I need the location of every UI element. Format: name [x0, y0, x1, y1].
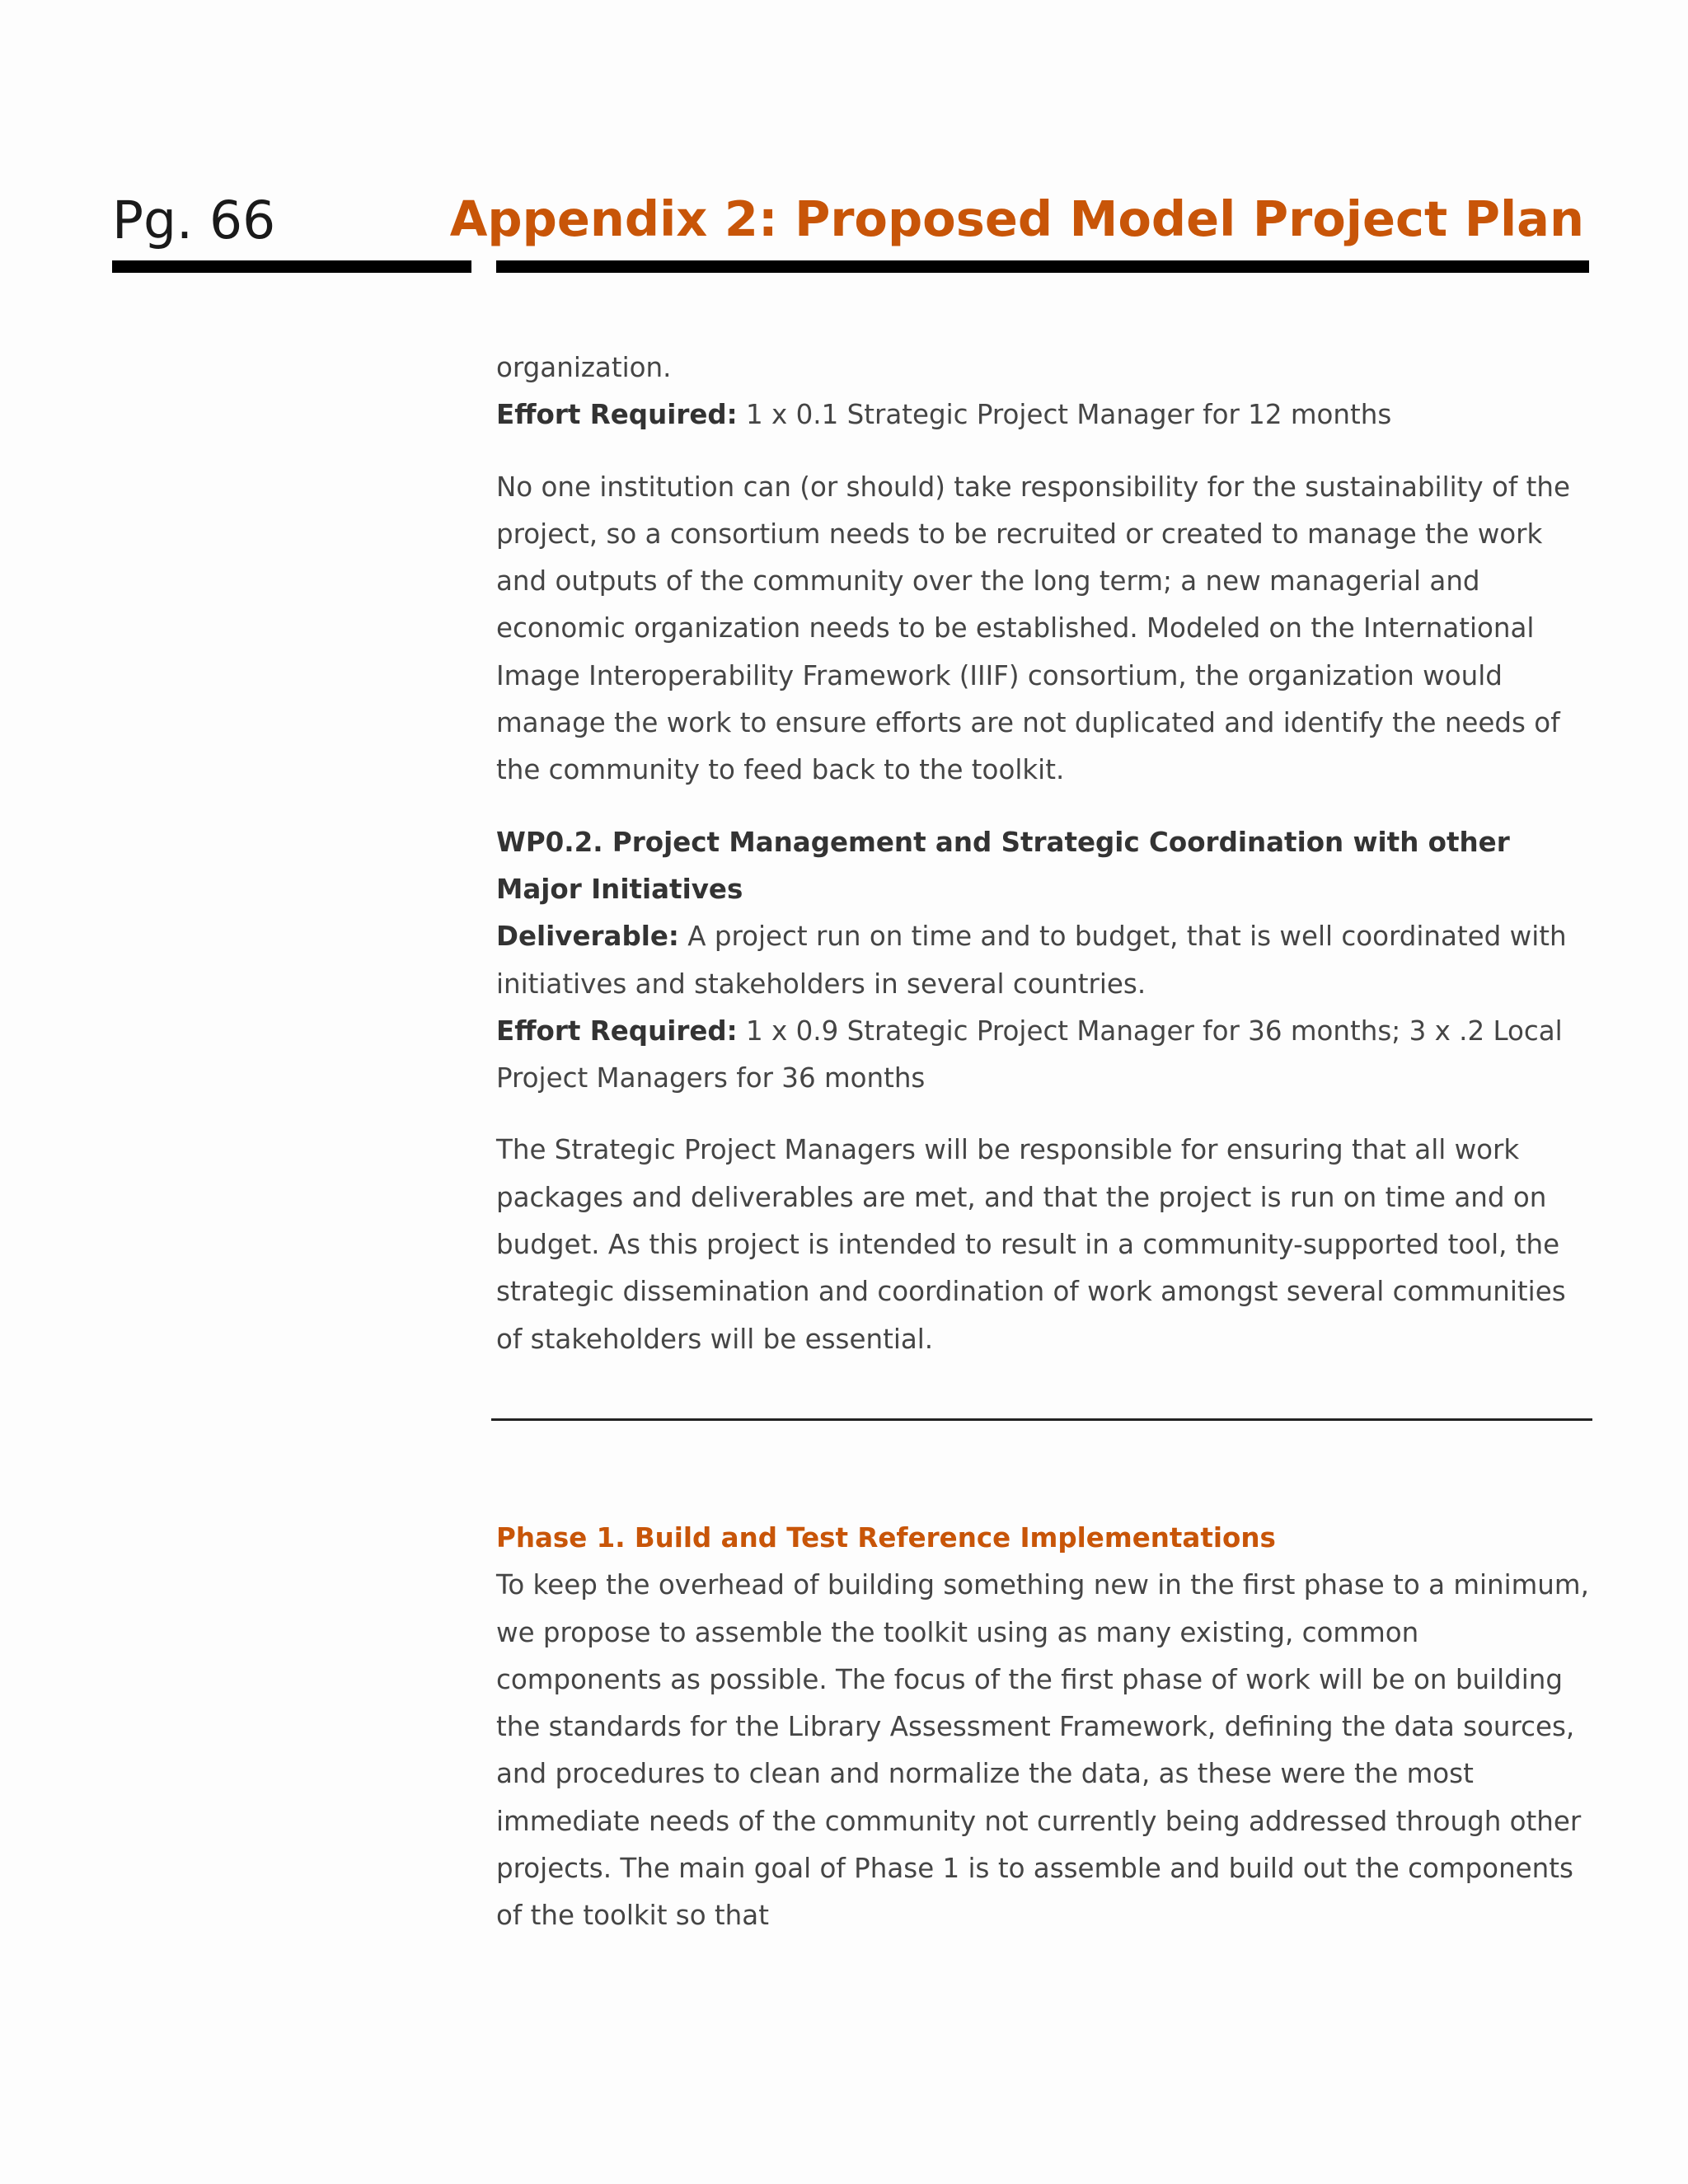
phase1-text: To keep the overhead of building something new in the first phase to a minimum, we propose to assemble the toolkit using as many existing, common components as possible. The focus of the first phase of work will be on building the standards for the Library Assessment Framework, defining the data sources, and procedures to clean and normalize the data, as these were the most immediate needs of the community not currently being addressed through other projects. The main goal of Phase 1 is to assemble and build out the components of the toolkit so that — [496, 1569, 1589, 1932]
effort-value: 1 x 0.9 Strategic Project Manager for 36 months; 3 x .2 Local Project Managers for 36 months — [496, 1015, 1563, 1094]
deliverable — [496, 913, 1592, 1008]
deliverable-label: Deliverable: — [496, 921, 679, 953]
chapter-title: Appendix 2: Proposed Model Project Plan — [449, 190, 1584, 247]
body-content — [496, 344, 1592, 1363]
effort-required-2 — [496, 1008, 1592, 1103]
paragraph-consortium: No one institution can (or should) take responsibility for the sustainability of the project, so a consortium needs to be recruited or created to manage the work and outputs of the community over the long term; a new managerial and economic organization needs to be established. Modeled on the International Image Interoperability Framework (IIIF) consortium, the organization would manage the work to ensure efforts are not duplicated and identify the needs of the community to feed back to the toolkit. — [496, 471, 1570, 786]
effort-label: Effort Required: — [496, 1015, 738, 1047]
paragraph-project-managers: The Strategic Project Managers will be responsible for ensuring that all work packages and deliverables are met, and that the project is run on time and on budget. As this project is intended to result in a community-supported tool, the strategic dissemination and coordination of work amongst several communities of stakeholders will be essential. — [496, 1134, 1566, 1355]
phase1-section — [496, 1515, 1592, 1940]
header-rule-right — [496, 260, 1589, 273]
effort-required-1 — [496, 391, 1592, 438]
continuation-text: organization. — [496, 352, 672, 383]
phase1-heading: Phase 1. Build and Test Reference Implementations — [496, 1522, 1276, 1554]
work-package-heading: WP0.2. Project Management and Strategic Coordination with other Major Initiatives — [496, 826, 1510, 905]
page-number: Pg. 66 — [112, 190, 276, 251]
effort-label: Effort Required: — [496, 399, 738, 431]
effort-value: 1 x 0.1 Strategic Project Manager for 12 months — [737, 399, 1392, 431]
header-rule-left — [112, 260, 471, 273]
section-divider — [491, 1418, 1592, 1421]
deliverable-value: A project run on time and to budget, that is well coordinated with initiatives and stakeholders in several countries. — [496, 921, 1567, 1000]
